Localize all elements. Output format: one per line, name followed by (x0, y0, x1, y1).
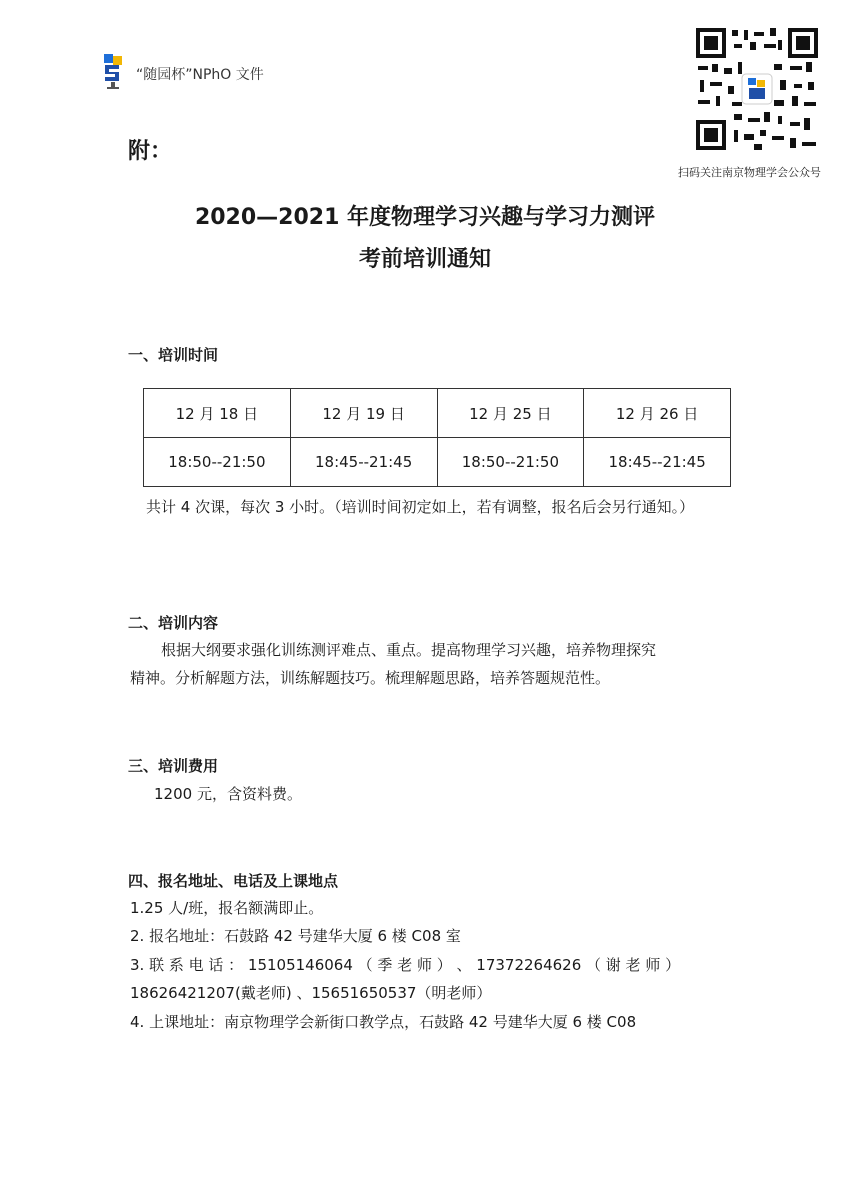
schedule-date-cell: 12 月 18 日 (144, 389, 291, 438)
schedule-date-cell: 12 月 19 日 (290, 389, 437, 438)
schedule-time-row (144, 438, 731, 487)
content-paragraph-line-1: 根据大纲要求强化训练测评难点、重点。提高物理学习兴趣，培养物理探究 (161, 641, 657, 659)
schedule-date-row (144, 389, 731, 438)
document-title-line-2: 考前培训通知 (358, 247, 491, 272)
registration-line-1: 1.25 人/班，报名额满即止。 (130, 899, 324, 917)
registration-line-2: 2. 报名地址：石鼓路 42 号建华大厦 6 楼 C08 室 (130, 927, 461, 945)
registration-line-5: 4. 上课地址：南京物理学会新街口教学点，石鼓路 42 号建华大厦 6 楼 C08 (130, 1013, 637, 1031)
schedule-date-cell: 12 月 25 日 (437, 389, 584, 438)
qr-caption: 扫码关注南京物理学会公众号 (678, 166, 821, 179)
qr-code-icon (694, 26, 820, 152)
training-schedule-table (143, 388, 731, 487)
section-heading-training-fee: 三、培训费用 (128, 757, 219, 775)
schedule-time-cell: 18:45--21:45 (584, 438, 731, 487)
schedule-date-cell: 12 月 26 日 (584, 389, 731, 438)
attachment-label: 附： (128, 139, 173, 164)
fee-text: 1200 元，含资料费。 (154, 785, 302, 803)
registration-line-4: 18626421207(戴老师) 、15651650537（明老师） (130, 984, 492, 1002)
section-heading-training-time: 一、培训时间 (128, 346, 219, 364)
schedule-note: 共计 4 次课，每次 3 小时。（培训时间初定如上，若有调整，报名后会另行通知。） (146, 498, 695, 516)
section-heading-registration: 四、报名地址、电话及上课地点 (128, 872, 339, 890)
si-logo-icon (102, 54, 124, 90)
content-paragraph-line-2: 精神。分析解题方法，训练解题技巧。梳理解题思路，培养答题规范性。 (130, 669, 611, 687)
schedule-time-cell: 18:45--21:45 (290, 438, 437, 487)
schedule-time-cell: 18:50--21:50 (437, 438, 584, 487)
header-text: “随园杯”NPhO 文件 (136, 67, 264, 83)
document-title-line-1: 2020—2021 年度物理学习兴趣与学习力测评 (194, 205, 656, 230)
section-heading-training-content: 二、培训内容 (128, 614, 219, 632)
registration-line-3: 3. 联 系 电 话 ： 15105146064 （ 季 老 师 ） 、 17372264626 （ 谢 老 师 ） (130, 956, 681, 974)
schedule-time-cell: 18:50--21:50 (144, 438, 291, 487)
